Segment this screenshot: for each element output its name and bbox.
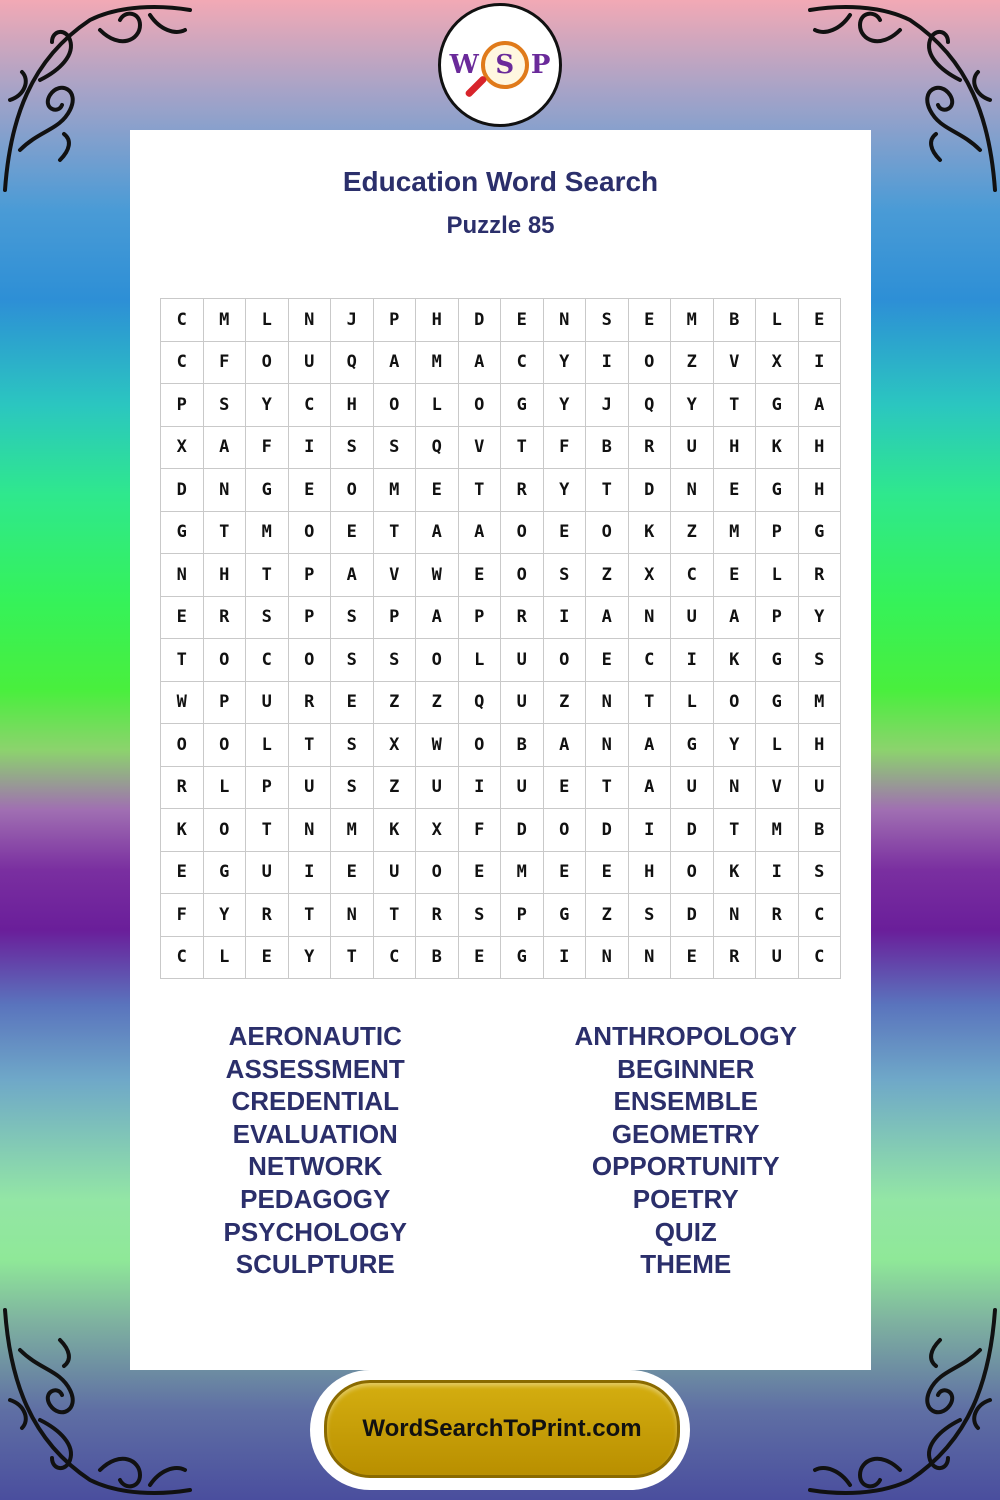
grid-cell[interactable]: E: [714, 554, 757, 597]
grid-cell[interactable]: C: [161, 937, 204, 980]
grid-cell[interactable]: E: [586, 852, 629, 895]
grid-cell[interactable]: L: [204, 937, 247, 980]
footer-banner-frame: [310, 1370, 690, 1490]
grid-cell[interactable]: W: [416, 554, 459, 597]
grid-cell[interactable]: A: [374, 342, 417, 385]
grid-cell[interactable]: B: [416, 937, 459, 980]
grid-cell[interactable]: D: [629, 469, 672, 512]
grid-cell[interactable]: R: [289, 682, 332, 725]
grid-cell[interactable]: Q: [459, 682, 502, 725]
grid-cell[interactable]: N: [629, 597, 672, 640]
word-list: [130, 1020, 871, 1281]
grid-cell[interactable]: A: [459, 342, 502, 385]
grid-cell[interactable]: Q: [331, 342, 374, 385]
grid-cell[interactable]: N: [629, 937, 672, 980]
grid-cell[interactable]: D: [671, 809, 714, 852]
grid-cell[interactable]: M: [714, 512, 757, 555]
grid-cell[interactable]: R: [799, 554, 842, 597]
grid-cell[interactable]: O: [501, 512, 544, 555]
grid-cell[interactable]: O: [459, 384, 502, 427]
grid-cell[interactable]: E: [586, 639, 629, 682]
grid-cell[interactable]: W: [161, 682, 204, 725]
grid-cell[interactable]: L: [671, 682, 714, 725]
grid-cell[interactable]: D: [161, 469, 204, 512]
grid-cell[interactable]: B: [501, 724, 544, 767]
grid-cell[interactable]: E: [161, 597, 204, 640]
grid-cell[interactable]: S: [331, 639, 374, 682]
grid-cell[interactable]: T: [586, 469, 629, 512]
grid-cell[interactable]: Z: [416, 682, 459, 725]
grid-cell[interactable]: C: [374, 937, 417, 980]
grid-cell[interactable]: C: [799, 937, 842, 980]
grid-cell[interactable]: E: [544, 767, 587, 810]
grid-cell[interactable]: I: [756, 852, 799, 895]
grid-cell[interactable]: M: [204, 299, 247, 342]
grid-cell[interactable]: M: [416, 342, 459, 385]
word-list-item: POETRY: [632, 1183, 739, 1214]
grid-cell[interactable]: H: [331, 384, 374, 427]
grid-cell[interactable]: E: [629, 299, 672, 342]
puzzle-title: Education Word Search: [342, 166, 659, 197]
grid-cell[interactable]: O: [204, 639, 247, 682]
grid-cell[interactable]: A: [586, 597, 629, 640]
grid-cell[interactable]: U: [756, 937, 799, 980]
grid-cell[interactable]: P: [374, 597, 417, 640]
grid-cell[interactable]: O: [374, 384, 417, 427]
grid-cell[interactable]: F: [246, 427, 289, 470]
grid-cell[interactable]: E: [161, 852, 204, 895]
grid-cell[interactable]: S: [331, 597, 374, 640]
grid-cell[interactable]: A: [629, 767, 672, 810]
grid-cell[interactable]: K: [714, 639, 757, 682]
grid-cell[interactable]: C: [671, 554, 714, 597]
grid-cell[interactable]: O: [161, 724, 204, 767]
grid-cell[interactable]: O: [544, 809, 587, 852]
grid-cell[interactable]: S: [204, 384, 247, 427]
grid-cell[interactable]: R: [756, 894, 799, 937]
grid-cell[interactable]: A: [629, 724, 672, 767]
grid-cell[interactable]: H: [416, 299, 459, 342]
magnifying-glass-icon: [481, 41, 529, 89]
grid-cell[interactable]: R: [714, 937, 757, 980]
grid-cell[interactable]: R: [501, 469, 544, 512]
grid-cell[interactable]: X: [161, 427, 204, 470]
letter-grid[interactable]: [160, 298, 841, 979]
grid-cell[interactable]: M: [246, 512, 289, 555]
grid-cell[interactable]: Y: [714, 724, 757, 767]
grid-cell[interactable]: M: [374, 469, 417, 512]
grid-cell[interactable]: L: [246, 724, 289, 767]
grid-cell[interactable]: M: [331, 809, 374, 852]
grid-cell[interactable]: A: [714, 597, 757, 640]
grid-cell[interactable]: V: [756, 767, 799, 810]
logo-letter-s: S: [495, 50, 515, 80]
grid-cell[interactable]: S: [799, 639, 842, 682]
grid-cell[interactable]: G: [756, 639, 799, 682]
word-list-item: SCULPTURE: [235, 1249, 395, 1280]
grid-cell[interactable]: T: [586, 767, 629, 810]
grid-cell[interactable]: N: [331, 894, 374, 937]
grid-cell[interactable]: Z: [586, 554, 629, 597]
grid-cell[interactable]: F: [161, 894, 204, 937]
grid-cell[interactable]: G: [544, 894, 587, 937]
grid-cell[interactable]: V: [374, 554, 417, 597]
grid-cell[interactable]: T: [501, 427, 544, 470]
grid-cell[interactable]: T: [246, 554, 289, 597]
grid-cell[interactable]: K: [714, 852, 757, 895]
grid-cell[interactable]: X: [629, 554, 672, 597]
word-list-item: ENSEMBLE: [613, 1086, 758, 1117]
grid-cell[interactable]: Z: [374, 767, 417, 810]
grid-cell[interactable]: N: [586, 682, 629, 725]
grid-cell[interactable]: U: [416, 767, 459, 810]
grid-cell[interactable]: O: [204, 809, 247, 852]
grid-cell[interactable]: N: [671, 469, 714, 512]
grid-cell[interactable]: R: [204, 597, 247, 640]
grid-cell[interactable]: P: [204, 682, 247, 725]
grid-cell[interactable]: E: [416, 469, 459, 512]
grid-cell[interactable]: N: [204, 469, 247, 512]
grid-cell[interactable]: P: [289, 597, 332, 640]
grid-cell[interactable]: T: [289, 894, 332, 937]
grid-cell[interactable]: A: [544, 724, 587, 767]
grid-cell[interactable]: E: [671, 937, 714, 980]
word-list-item: QUIZ: [654, 1216, 717, 1247]
grid-cell[interactable]: G: [204, 852, 247, 895]
grid-cell[interactable]: R: [629, 427, 672, 470]
grid-cell[interactable]: G: [501, 384, 544, 427]
grid-cell[interactable]: E: [544, 852, 587, 895]
grid-cell[interactable]: C: [161, 342, 204, 385]
grid-cell[interactable]: N: [289, 809, 332, 852]
grid-cell[interactable]: O: [331, 469, 374, 512]
grid-cell[interactable]: P: [459, 597, 502, 640]
logo-letter-p: P: [530, 50, 551, 80]
grid-cell[interactable]: G: [756, 384, 799, 427]
grid-cell[interactable]: N: [586, 937, 629, 980]
grid-cell[interactable]: U: [289, 767, 332, 810]
grid-cell[interactable]: N: [289, 299, 332, 342]
grid-cell[interactable]: L: [246, 299, 289, 342]
grid-cell[interactable]: L: [756, 724, 799, 767]
site-link-button[interactable]: WordSearchToPrint.com: [324, 1380, 680, 1478]
grid-cell[interactable]: M: [756, 809, 799, 852]
word-list-item: AERONAUTIC: [228, 1021, 402, 1051]
grid-cell[interactable]: Z: [671, 512, 714, 555]
grid-cell[interactable]: T: [714, 809, 757, 852]
grid-cell[interactable]: O: [416, 852, 459, 895]
grid-cell[interactable]: U: [246, 682, 289, 725]
grid-cell[interactable]: M: [671, 299, 714, 342]
grid-cell[interactable]: K: [629, 512, 672, 555]
word-list-item: NETWORK: [248, 1151, 383, 1182]
grid-cell[interactable]: O: [289, 512, 332, 555]
grid-cell[interactable]: C: [161, 299, 204, 342]
grid-cell[interactable]: V: [459, 427, 502, 470]
grid-cell[interactable]: D: [459, 299, 502, 342]
grid-cell[interactable]: I: [459, 767, 502, 810]
grid-cell[interactable]: O: [416, 639, 459, 682]
grid-cell[interactable]: E: [501, 299, 544, 342]
grid-cell[interactable]: L: [756, 299, 799, 342]
grid-cell[interactable]: X: [374, 724, 417, 767]
grid-cell[interactable]: O: [714, 682, 757, 725]
grid-cell[interactable]: Y: [799, 597, 842, 640]
grid-cell[interactable]: W: [416, 724, 459, 767]
word-list-item: OPPORTUNITY: [591, 1151, 780, 1182]
grid-cell[interactable]: B: [586, 427, 629, 470]
grid-cell[interactable]: N: [586, 724, 629, 767]
grid-cell[interactable]: F: [544, 427, 587, 470]
word-list-item: PEDAGOGY: [240, 1183, 391, 1214]
word-list-left: [130, 1020, 501, 1281]
grid-cell[interactable]: V: [714, 342, 757, 385]
grid-cell[interactable]: E: [246, 937, 289, 980]
grid-cell[interactable]: R: [246, 894, 289, 937]
puzzle-subtitle: Puzzle 85: [446, 212, 555, 239]
word-list-item: ASSESSMENT: [225, 1053, 405, 1084]
grid-cell[interactable]: H: [714, 427, 757, 470]
grid-cell[interactable]: C: [246, 639, 289, 682]
grid-cell[interactable]: S: [459, 894, 502, 937]
grid-cell[interactable]: C: [289, 384, 332, 427]
grid-cell[interactable]: O: [586, 512, 629, 555]
grid-cell[interactable]: H: [204, 554, 247, 597]
grid-cell[interactable]: U: [501, 767, 544, 810]
grid-cell[interactable]: C: [629, 639, 672, 682]
grid-cell[interactable]: Z: [544, 682, 587, 725]
grid-cell[interactable]: S: [374, 639, 417, 682]
grid-cell[interactable]: P: [374, 299, 417, 342]
grid-cell[interactable]: Q: [416, 427, 459, 470]
grid-cell[interactable]: Y: [289, 937, 332, 980]
grid-cell[interactable]: J: [331, 299, 374, 342]
grid-cell[interactable]: A: [204, 427, 247, 470]
logo-letter-w: W: [449, 50, 479, 80]
grid-cell[interactable]: S: [331, 767, 374, 810]
grid-cell[interactable]: D: [671, 894, 714, 937]
grid-cell[interactable]: A: [416, 597, 459, 640]
grid-cell[interactable]: T: [374, 512, 417, 555]
grid-cell[interactable]: L: [416, 384, 459, 427]
grid-cell[interactable]: T: [714, 384, 757, 427]
grid-cell[interactable]: I: [671, 639, 714, 682]
grid-cell[interactable]: T: [629, 682, 672, 725]
word-list-item: EVALUATION: [232, 1118, 398, 1149]
word-list-item: GEOMETRY: [611, 1118, 760, 1149]
grid-cell[interactable]: K: [374, 809, 417, 852]
grid-cell[interactable]: I: [586, 342, 629, 385]
grid-cell[interactable]: C: [501, 342, 544, 385]
grid-cell[interactable]: L: [459, 639, 502, 682]
grid-cell[interactable]: R: [501, 597, 544, 640]
grid-cell[interactable]: C: [799, 894, 842, 937]
word-list-item: ANTHROPOLOGY: [574, 1021, 797, 1051]
word-list-item: PSYCHOLOGY: [223, 1216, 407, 1247]
site-logo[interactable]: [438, 3, 562, 127]
grid-cell[interactable]: Z: [374, 682, 417, 725]
grid-cell[interactable]: E: [289, 469, 332, 512]
grid-cell[interactable]: E: [331, 512, 374, 555]
grid-cell[interactable]: O: [671, 852, 714, 895]
grid-cell[interactable]: N: [714, 767, 757, 810]
grid-cell[interactable]: I: [289, 852, 332, 895]
grid-cell[interactable]: U: [671, 767, 714, 810]
grid-cell[interactable]: B: [799, 809, 842, 852]
grid-cell[interactable]: E: [544, 512, 587, 555]
grid-cell[interactable]: E: [331, 852, 374, 895]
grid-cell[interactable]: S: [629, 894, 672, 937]
grid-cell[interactable]: Z: [671, 342, 714, 385]
grid-cell[interactable]: Y: [544, 469, 587, 512]
grid-cell[interactable]: N: [714, 894, 757, 937]
grid-cell[interactable]: O: [289, 639, 332, 682]
grid-cell[interactable]: U: [671, 597, 714, 640]
grid-cell[interactable]: T: [374, 894, 417, 937]
grid-cell[interactable]: H: [799, 724, 842, 767]
grid-cell[interactable]: K: [756, 427, 799, 470]
grid-cell[interactable]: T: [161, 639, 204, 682]
grid-cell[interactable]: Y: [544, 342, 587, 385]
grid-cell[interactable]: G: [756, 469, 799, 512]
grid-cell[interactable]: U: [799, 767, 842, 810]
grid-cell[interactable]: J: [586, 384, 629, 427]
grid-cell[interactable]: E: [714, 469, 757, 512]
grid-cell[interactable]: H: [799, 427, 842, 470]
grid-cell[interactable]: I: [544, 937, 587, 980]
grid-cell[interactable]: U: [246, 852, 289, 895]
grid-cell[interactable]: X: [756, 342, 799, 385]
grid-cell[interactable]: Y: [671, 384, 714, 427]
grid-cell[interactable]: O: [544, 639, 587, 682]
grid-cell[interactable]: A: [331, 554, 374, 597]
grid-cell[interactable]: G: [671, 724, 714, 767]
grid-cell[interactable]: F: [204, 342, 247, 385]
grid-cell[interactable]: Y: [204, 894, 247, 937]
grid-cell[interactable]: E: [459, 554, 502, 597]
grid-cell[interactable]: U: [671, 427, 714, 470]
grid-cell[interactable]: P: [161, 384, 204, 427]
grid-cell[interactable]: Y: [544, 384, 587, 427]
grid-cell[interactable]: G: [799, 512, 842, 555]
grid-cell[interactable]: L: [204, 767, 247, 810]
grid-cell[interactable]: S: [799, 852, 842, 895]
grid-cell[interactable]: E: [459, 852, 502, 895]
grid-cell[interactable]: S: [544, 554, 587, 597]
grid-cell[interactable]: A: [416, 512, 459, 555]
grid-cell[interactable]: O: [246, 342, 289, 385]
grid-cell[interactable]: X: [416, 809, 459, 852]
grid-cell[interactable]: E: [459, 937, 502, 980]
grid-cell[interactable]: F: [459, 809, 502, 852]
grid-cell[interactable]: K: [161, 809, 204, 852]
grid-cell[interactable]: H: [799, 469, 842, 512]
grid-cell[interactable]: S: [331, 427, 374, 470]
grid-cell[interactable]: I: [289, 427, 332, 470]
grid-cell[interactable]: O: [204, 724, 247, 767]
grid-cell[interactable]: D: [501, 809, 544, 852]
grid-cell[interactable]: P: [756, 512, 799, 555]
grid-cell[interactable]: N: [161, 554, 204, 597]
grid-cell[interactable]: O: [501, 554, 544, 597]
grid-cell[interactable]: M: [799, 682, 842, 725]
grid-cell[interactable]: U: [289, 342, 332, 385]
grid-cell[interactable]: Q: [629, 384, 672, 427]
grid-cell[interactable]: U: [374, 852, 417, 895]
grid-cell[interactable]: T: [289, 724, 332, 767]
grid-cell[interactable]: U: [501, 682, 544, 725]
grid-cell[interactable]: I: [544, 597, 587, 640]
grid-cell[interactable]: O: [629, 342, 672, 385]
grid-cell[interactable]: T: [331, 937, 374, 980]
grid-cell[interactable]: P: [501, 894, 544, 937]
grid-cell[interactable]: G: [246, 469, 289, 512]
grid-cell[interactable]: R: [161, 767, 204, 810]
grid-cell[interactable]: E: [799, 299, 842, 342]
grid-cell[interactable]: G: [161, 512, 204, 555]
grid-cell[interactable]: D: [586, 809, 629, 852]
grid-cell[interactable]: N: [544, 299, 587, 342]
grid-cell[interactable]: G: [501, 937, 544, 980]
word-list-item: THEME: [640, 1249, 732, 1280]
grid-cell[interactable]: I: [799, 342, 842, 385]
grid-cell[interactable]: P: [246, 767, 289, 810]
grid-cell[interactable]: E: [331, 682, 374, 725]
grid-cell[interactable]: A: [459, 512, 502, 555]
grid-cell[interactable]: S: [246, 597, 289, 640]
grid-cell[interactable]: U: [501, 639, 544, 682]
grid-cell[interactable]: Z: [586, 894, 629, 937]
grid-cell[interactable]: H: [629, 852, 672, 895]
grid-cell[interactable]: B: [714, 299, 757, 342]
word-list-item: BEGINNER: [617, 1053, 755, 1084]
word-list-item: CREDENTIAL: [231, 1086, 400, 1117]
grid-cell[interactable]: T: [459, 469, 502, 512]
grid-cell[interactable]: M: [501, 852, 544, 895]
grid-cell[interactable]: G: [756, 682, 799, 725]
grid-cell[interactable]: T: [204, 512, 247, 555]
grid-cell[interactable]: S: [331, 724, 374, 767]
grid-cell[interactable]: T: [246, 809, 289, 852]
grid-cell[interactable]: P: [289, 554, 332, 597]
word-list-right: [501, 1020, 872, 1281]
grid-cell[interactable]: I: [629, 809, 672, 852]
grid-cell[interactable]: S: [374, 427, 417, 470]
grid-cell[interactable]: Y: [246, 384, 289, 427]
grid-cell[interactable]: R: [416, 894, 459, 937]
grid-cell[interactable]: S: [586, 299, 629, 342]
grid-cell[interactable]: P: [756, 597, 799, 640]
grid-cell[interactable]: L: [756, 554, 799, 597]
puzzle-panel: [130, 130, 871, 1370]
grid-cell[interactable]: O: [459, 724, 502, 767]
grid-cell[interactable]: A: [799, 384, 842, 427]
